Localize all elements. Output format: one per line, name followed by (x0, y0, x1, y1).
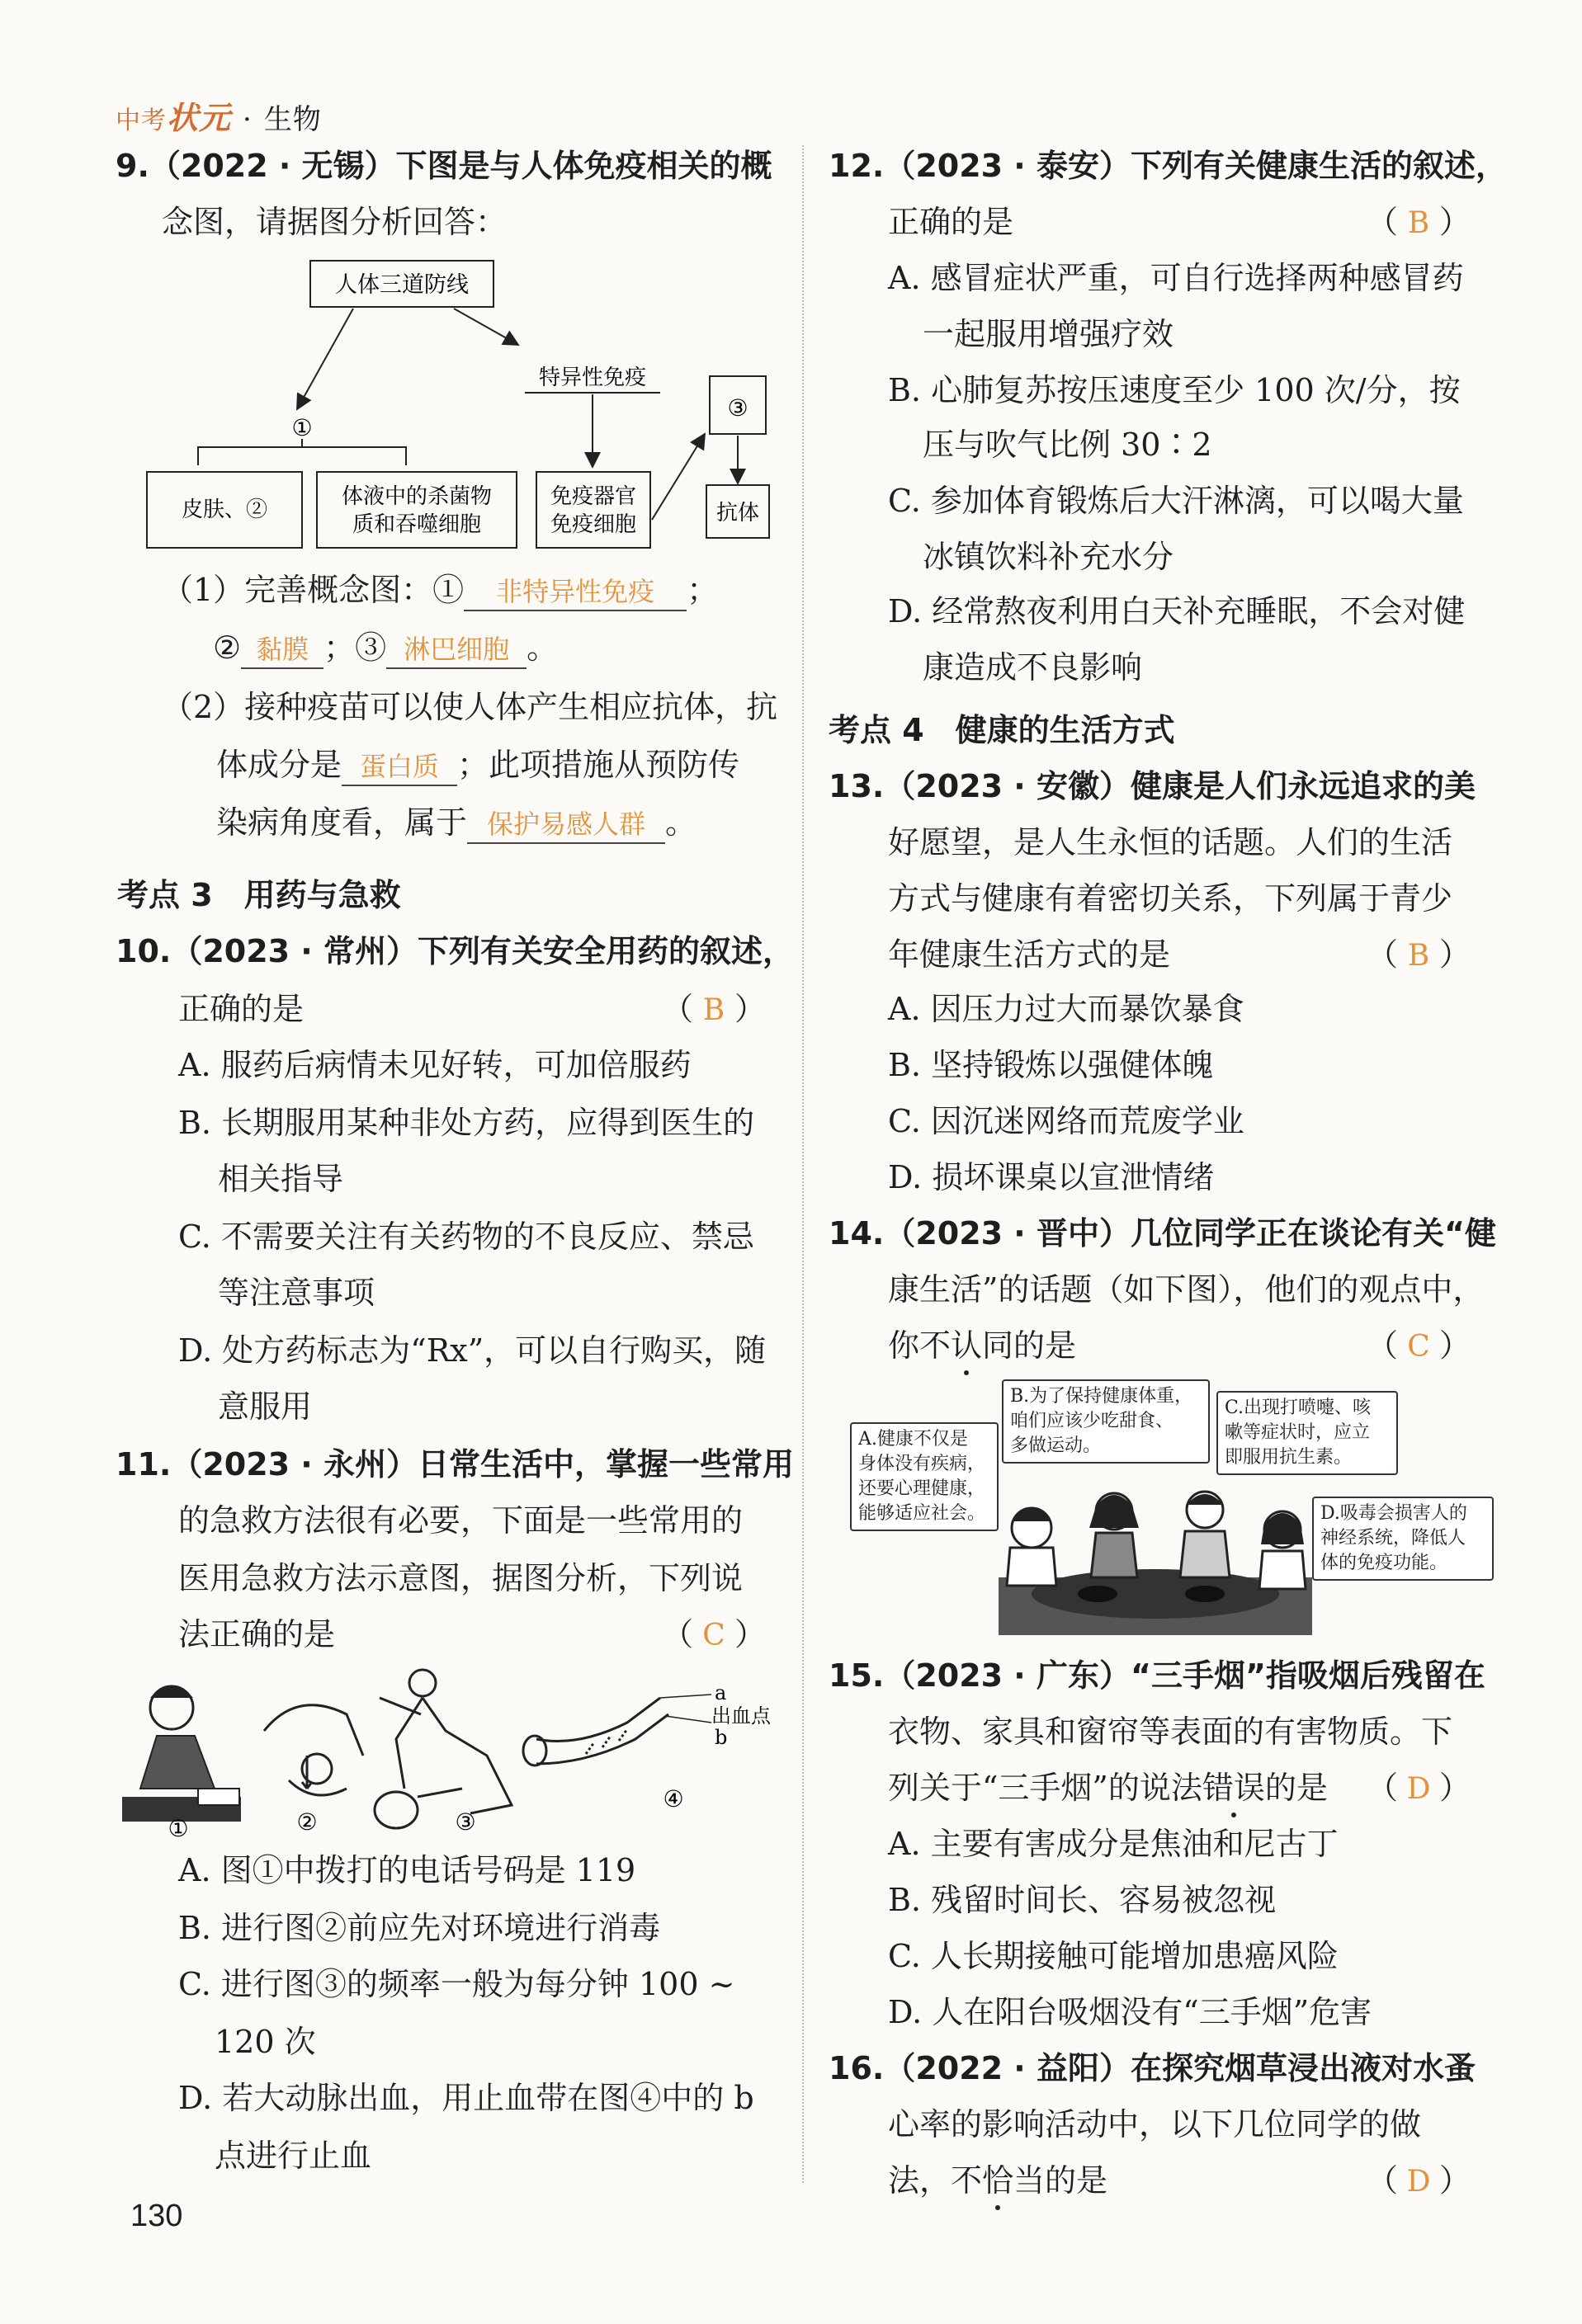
q13-option-a[interactable]: A. 因压力过大而暴饮暴食 (888, 991, 1244, 1027)
q15-option-c[interactable]: C. 人长期接触可能增加患癌风险 (888, 1938, 1339, 1974)
q10-option-c[interactable]: C. 不需要关注有关药物的不良反应、禁忌 (178, 1219, 754, 1255)
figure-1-phone-call (122, 1685, 241, 1822)
header-separator: · (243, 103, 253, 136)
page-number: 130 (130, 2199, 183, 2233)
section-4-title: 考点 4 健康的生活方式 (829, 712, 1175, 748)
q12-option-b-cont: 压与吹气比例 30∶2 (923, 427, 1212, 463)
q15-line1: 15.（2023 · 广东）“三手烟”指吸烟后残留在 (829, 1657, 1485, 1694)
immunity-concept-diagram (140, 256, 784, 553)
emphasis-wrong: 错误 (1202, 1770, 1265, 1806)
q12-option-b[interactable]: B. 心肺复苏按压速度至少 100 次/分，按 (888, 372, 1461, 408)
q12-option-a-cont: 一起服用增强疗效 (923, 316, 1174, 352)
q10-line2: 正确的是 （ B ） (178, 988, 756, 1030)
emphasis-improper: 不恰当 (951, 2162, 1046, 2199)
q11-line4: 法正确的是 （ C ） (178, 1614, 756, 1655)
q12-line2: 正确的是 （ B ） (888, 201, 1474, 243)
fig-label-1: ① (168, 1815, 189, 1838)
q10-line1: 10.（2023 · 常州）下列有关安全用药的叙述， (116, 933, 794, 969)
q10-option-b[interactable]: B. 长期服用某种非处方药，应得到医生的 (178, 1105, 755, 1141)
diagram-node-organ1: 免疫器官 (550, 484, 637, 509)
answer-blank-5[interactable]: 保护易感人群 (467, 806, 665, 844)
q11-option-d[interactable]: D. 若大动脉出血，用止血带在图④中的 b (178, 2080, 754, 2116)
subject-title: 生物 (263, 103, 322, 136)
q10-option-b-cont: 相关指导 (218, 1161, 344, 1197)
answer-blank-1[interactable]: 非特异性免疫 (464, 573, 687, 611)
q13-line1: 13.（2023 · 安徽）健康是人们永远追求的美 (829, 768, 1476, 804)
q16-line3: 法，不恰当的是 （ D ） (888, 2160, 1474, 2201)
answer-blank-2[interactable]: 黏膜 (241, 631, 323, 669)
bubble-d: D.吸毒会损害人的 神经系统，降低人 体的免疫功能。 (1312, 1497, 1494, 1581)
q13-option-b[interactable]: B. 坚持锻炼以强健体魄 (888, 1047, 1214, 1083)
q12-option-c[interactable]: C. 参加体育锻炼后大汗淋漓，可以喝大量 (888, 483, 1464, 519)
q11-answer: （ C ） (662, 1616, 767, 1652)
q9-line1: 9.（2022 · 无锡）下图是与人体免疫相关的概 (116, 148, 772, 184)
figure-3-cpr (375, 1670, 512, 1828)
q16-answer: （ D ） (1367, 2162, 1471, 2199)
q15-option-a[interactable]: A. 主要有害成分是焦油和尼古丁 (888, 1826, 1339, 1862)
q13-option-c[interactable]: C. 因沉迷网络而荒废学业 (888, 1103, 1244, 1139)
q13-line3: 方式与健康有着密切关系，下列属于青少 (888, 880, 1453, 917)
q11-option-c[interactable]: C. 进行图③的频率一般为每分钟 100 ~ (178, 1966, 735, 2002)
students-illustration (999, 1478, 1312, 1635)
diagram-node-fluid1: 体液中的杀菌物 (341, 484, 493, 509)
fig4-label-a: a (715, 1681, 727, 1704)
diagram-node-antibody: 抗体 (715, 501, 760, 526)
bubble-a: A.健康不仅是 身体没有疾病， 还要心理健康， 能够适应社会。 (850, 1422, 999, 1531)
fig-label-4: ④ (663, 1785, 684, 1813)
q12-option-c-cont: 冰镇饮料补充水分 (923, 539, 1174, 575)
diagram-node-fluid2: 质和吞噬细胞 (352, 512, 482, 537)
fig4-label-point: 出血点 (711, 1704, 771, 1728)
q9-line2: 念图，请据图分析回答： (162, 204, 508, 240)
q13-answer: （ B ） (1367, 936, 1471, 973)
q15-option-b[interactable]: B. 残留时间长、容易被忽视 (888, 1882, 1277, 1918)
answer-blank-4[interactable]: 蛋白质 (342, 748, 457, 786)
diagram-blank1: ① (291, 414, 313, 441)
q16-line2: 心率的影响活动中，以下几位同学的做 (888, 2106, 1422, 2143)
fig-label-2: ② (296, 1808, 318, 1836)
column-divider (802, 145, 805, 2183)
q13-line4: 年健康生活方式的是 （ B ） (888, 934, 1474, 975)
q9-part2-line3: 染病角度看，属于 保护易感人群 。 (216, 802, 697, 844)
q12-answer: （ B ） (1367, 204, 1471, 240)
q14-answer: （ C ） (1367, 1327, 1471, 1364)
q11-option-a[interactable]: A. 图①中拨打的电话号码是 119 (178, 1852, 636, 1888)
q10-answer: （ B ） (662, 991, 767, 1027)
emphasis-not-agree: 不认同 (919, 1327, 1014, 1364)
q12-option-a[interactable]: A. 感冒症状严重，可自行选择两种感冒药 (888, 260, 1464, 296)
q11-line1: 11.（2023 · 永州）日常生活中，掌握一些常用 (116, 1446, 794, 1483)
q14-line1: 14.（2023 · 晋中）几位同学正在谈论有关“健 (829, 1215, 1496, 1252)
figure-2-airway (264, 1705, 363, 1795)
q12-option-d[interactable]: D. 经常熬夜利用白天补充睡眠，不会对健 (888, 593, 1466, 629)
q15-answer: （ D ） (1367, 1770, 1471, 1806)
brand-part2: 状元 (167, 99, 232, 136)
diagram-blank3: ③ (727, 394, 748, 422)
figure-4-bleeding-arm (523, 1695, 711, 1765)
bubble-b: B.为了保持健康体重， 咱们应该少吃甜食、 多做运动。 (1002, 1379, 1210, 1464)
q11-line3: 医用急救方法示意图，据图分析，下列说 (178, 1560, 744, 1596)
page-header (116, 92, 322, 138)
diagram-node-organ2: 免疫细胞 (550, 512, 637, 537)
q11-option-b[interactable]: B. 进行图②前应先对环境进行消毒 (178, 1910, 661, 1946)
q10-option-a[interactable]: A. 服药后病情未见好转，可加倍服药 (178, 1047, 692, 1083)
q9-part1-line1: （1）完善概念图：① 非特异性免疫 ； (162, 569, 718, 611)
q15-option-d[interactable]: D. 人在阳台吸烟没有“三手烟”危害 (888, 1994, 1372, 2030)
q13-line2: 好愿望，是人生永恒的话题。人们的生活 (888, 824, 1453, 860)
q9-part1-line2: ② 黏膜 ；③ 淋巴细胞 。 (213, 627, 558, 669)
diagram-node-skin: 皮肤、② (181, 497, 268, 522)
q14-line2: 康生活”的话题（如下图），他们的观点中， (888, 1271, 1485, 1308)
fig-label-3: ③ (455, 1808, 476, 1836)
q14-line3: 你不认同的是 （ C ） (888, 1325, 1474, 1366)
q11-option-d-cont: 点进行止血 (215, 2138, 372, 2174)
q12-line1: 12.（2023 · 泰安）下列有关健康生活的叙述， (829, 148, 1507, 184)
q10-option-d-cont: 意服用 (218, 1388, 313, 1425)
q13-option-d[interactable]: D. 损坏课桌以宣泄情绪 (888, 1159, 1215, 1195)
fig4-label-b: b (715, 1726, 728, 1749)
q15-line3: 列关于“三手烟”的说法错误的是 （ D ） (888, 1767, 1474, 1808)
q11-option-c-cont: 120 次 (215, 2024, 316, 2060)
q9-part2-line2: 体成分是 蛋白质 ；此项措施从预防传 (216, 744, 739, 786)
section-3-title: 考点 3 用药与急救 (117, 877, 401, 913)
first-aid-figure (116, 1665, 792, 1838)
q10-option-c-cont: 等注意事项 (218, 1275, 375, 1311)
brand-part1: 中考 (116, 106, 167, 135)
answer-blank-3[interactable]: 淋巴细胞 (386, 631, 527, 669)
q15-line2: 衣物、家具和窗帘等表面的有害物质。下 (888, 1714, 1453, 1750)
q10-option-d[interactable]: D. 处方药标志为“Rx”，可以自行购买，随 (178, 1332, 767, 1369)
bubble-c: C.出现打喷嚏、咳 嗽等症状时，应立 即服用抗生素。 (1216, 1391, 1398, 1475)
q11-line2: 的急救方法很有必要，下面是一些常用的 (178, 1502, 744, 1539)
q9-part2-line1: （2）接种疫苗可以使人体产生相应抗体，抗 (162, 689, 778, 725)
students-discussion-figure (850, 1379, 1485, 1635)
q12-option-d-cont: 康造成不良影响 (923, 649, 1143, 686)
diagram-root: 人体三道防线 (335, 272, 469, 298)
diagram-specific: 特异性免疫 (538, 365, 647, 390)
q16-line1: 16.（2022 · 益阳）在探究烟草浸出液对水蚤 (829, 2050, 1476, 2086)
